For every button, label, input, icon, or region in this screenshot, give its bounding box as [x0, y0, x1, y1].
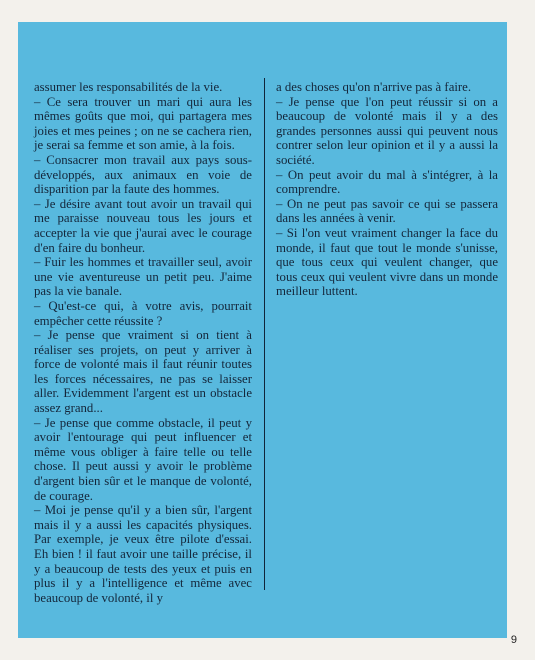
left-paragraph: – Fuir les hommes et travailler seul, avoir une vie aventureuse un petit peu. J'aime pas la vie banale.: [34, 255, 252, 299]
left-paragraph: – Ce sera trouver un mari qui aura les mêmes goûts que moi, qui partagera mes joies et mes peines ; on ne se cachera rien, je serai sa femme et son amie, à la fois.: [34, 94, 252, 153]
column-divider: [264, 78, 265, 590]
right-text-column: [276, 80, 498, 299]
right-paragraph: – Si l'on veut vraiment changer la face du monde, il faut que tout le monde s'unisse, que tous ceux qui veulent changer, que tous ceux qui veulent vivre dans un monde meilleur luttent.: [276, 225, 498, 299]
left-paragraph: – Je désire avant tout avoir un travail qui me paraisse nouveau tous les jours et accepter la vie que j'aurai avec le courage d'en faire du bonheur.: [34, 196, 252, 255]
right-paragraph: – On ne peut pas savoir ce qui se passera dans les années à venir.: [276, 196, 498, 226]
right-paragraph: – On peut avoir du mal à s'intégrer, à la comprendre.: [276, 167, 498, 197]
left-paragraph: – Je pense que comme obstacle, il peut y avoir l'entourage qui peut influencer et même vous obliger à faire telle ou telle chose. Il peut aussi y avoir le problème d'argent bien sûr et le manque de volonté, de courage.: [34, 415, 252, 503]
page-number: 9: [510, 634, 517, 646]
left-paragraph: – Qu'est-ce qui, à votre avis, pourrait empêcher cette réussite ?: [34, 298, 252, 328]
left-paragraph: – Je pense que vraiment si on tient à réaliser ses projets, on peut y arriver à force de volonté mais il faut réunir toutes les forces nécessaires, ne pas se laisser aller. Evidemment l'argent est un obstacle assez grand...: [34, 328, 252, 416]
right-paragraph: – Je pense que l'on peut réussir si on a beaucoup de volonté mais il y a des grandes personnes aussi qui peuvent nous contrer selon leur opinion et il y a aussi la société.: [276, 94, 498, 167]
left-paragraph: – Moi je pense qu'il y a bien sûr, l'argent mais il y a aussi les capacités physiques. Par exemple, je veux être pilote d'essai. Eh bien ! il faut avoir une taille précise, il y a beaucoup de tests des yeux et puis en plus il y a l'intelligence et même avec beaucoup de volonté, il y: [34, 503, 252, 605]
left-paragraph: assumer les responsabilités de la vie.: [34, 80, 223, 94]
left-paragraph: – Consacrer mon travail aux pays sous-développés, aux animaux en voie de disparition par la faute des hommes.: [34, 152, 252, 197]
left-text-column: [34, 80, 252, 605]
right-paragraph: a des choses qu'on n'arrive pas à faire.: [276, 80, 472, 94]
